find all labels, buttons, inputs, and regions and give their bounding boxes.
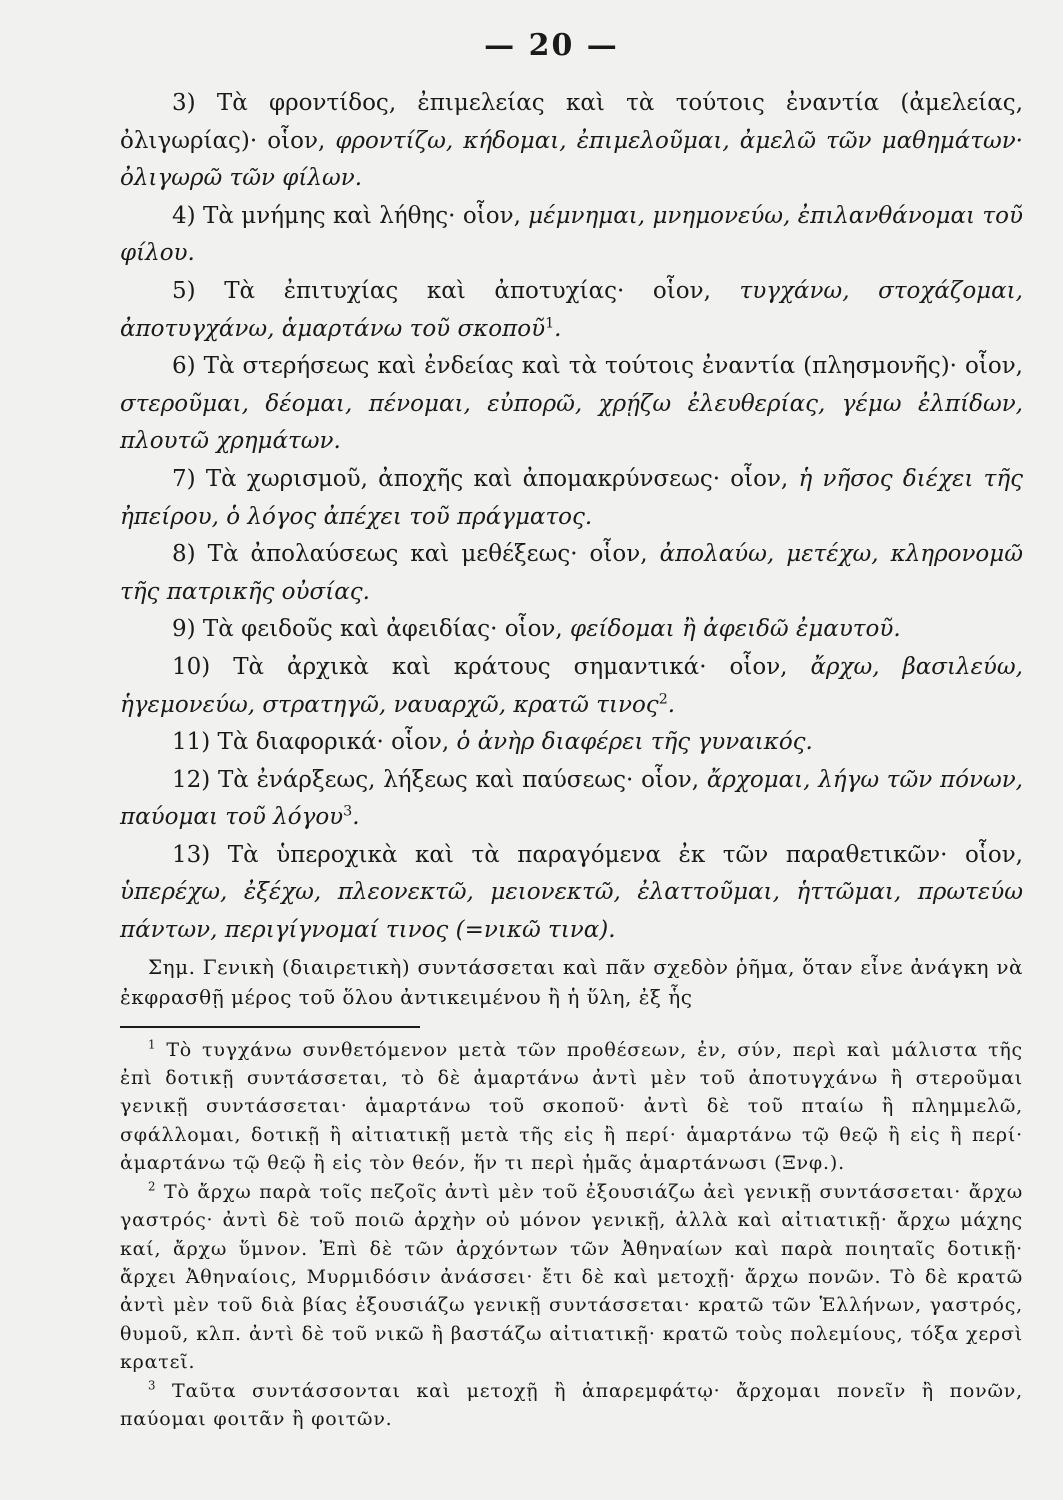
paragraph-examples: μέμνημαι, μνημονεύω, ἐπιλανθάνομαι τοῦ φίλου.: [120, 202, 1023, 267]
paragraph-examples: ἄρχω, βασιλεύω, ἡγεμονεύω, στρατηγῶ, ναυαρχῶ, κρατῶ τινος: [120, 653, 1023, 718]
paragraph-4: [120, 198, 1023, 273]
footnote-text: Ταῦτα συντάσσονται καὶ μετοχῇ ἢ ἀπαρεμφάτῳ· ἄρχομαι πονεῖν ἢ πονῶν, παύομαι φοιτᾶν ἢ φοιτῶν.: [120, 1379, 1023, 1430]
paragraph-9: [120, 611, 1023, 649]
paragraph-3: [120, 85, 1023, 198]
paragraph-11: [120, 724, 1023, 762]
paragraph-examples: φείδομαι ἢ ἀφειδῶ ἐμαυτοῦ.: [570, 616, 901, 643]
footnote-number: 2: [148, 1179, 157, 1194]
paragraph-lead: 12) Τὰ ἐνάρξεως, λήξεως καὶ παύσεως· οἷον,: [172, 766, 707, 793]
paragraph-lead: 7) Τὰ χωρισμοῦ, ἀποχῆς καὶ ἀπομακρύνσεως· οἷον,: [172, 465, 799, 492]
paragraph-examples: τυγχάνω, στοχάζομαι, ἀποτυγχάνω, ἁμαρτάνω τοῦ σκοποῦ: [120, 277, 1023, 342]
footnote-ref: 3: [343, 803, 353, 820]
note-paragraph: Σημ. Γενικὴ (διαιρετικὴ) συντάσσεται καὶ πᾶν σχεδὸν ῥῆμα, ὅταν εἶνε ἀνάγκη νὰ ἐκφρασθῇ μέρος τοῦ ὅλου ἀντικειμένου ἢ ἡ ὕλη, ἐξ ἧς: [120, 954, 1023, 1009]
paragraph-lead: 11) Τὰ διαφορικά· οἷον,: [172, 729, 457, 756]
footnote-2: [120, 1178, 1023, 1377]
footnote-1: [120, 1036, 1023, 1178]
paragraph-examples: φροντίζω, κήδομαι, ἐπιμελοῦμαι, ἀμελῶ τῶν μαθημάτων· ὀλιγωρῶ τῶν φίλων.: [120, 127, 1023, 192]
paragraph-examples: στεροῦμαι, δέομαι, πένομαι, εὐπορῶ, χρῄζω ἐλευθερίας, γέμω ἐλπίδων, πλουτῶ χρημάτων.: [120, 390, 1023, 455]
paragraph-lead: 5) Τὰ ἐπιτυχίας καὶ ἀποτυχίας· οἷον,: [172, 277, 740, 304]
paragraph-examples: ὁ ἀνὴρ διαφέρει τῆς γυναικός.: [456, 729, 813, 756]
paragraph-6: [120, 348, 1023, 461]
paragraph-lead: 10) Τὰ ἀρχικὰ καὶ κράτους σημαντικά· οἷον,: [172, 653, 811, 680]
paragraph-5: 5) Τὰ ἐπιτυχίας καὶ ἀποτυχίας· οἷον, τυγχάνω, στοχάζομαι, ἀποτυγχάνω, ἁμαρτάνω τοῦ σκοποῦ$^1$.: [120, 277, 1023, 342]
body-text: [120, 85, 1023, 1012]
paragraph-12: 12) Τὰ ἐνάρξεως, λήξεως καὶ παύσεως· οἷον, ἄρχομαι, λήγω τῶν πόνων, παύομαι τοῦ λόγου$^3$.: [120, 766, 1023, 831]
paragraph-10: 10) Τὰ ἀρχικὰ καὶ κράτους σημαντικά· οἷον, ἄρχω, βασιλεύω, ἡγεμονεύω, στρατηγῶ, ναυαρχῶ, κρατῶ τινος$^2$.: [120, 653, 1023, 718]
page-number: — 20 —: [484, 28, 619, 63]
paragraph-8: [120, 536, 1023, 611]
paragraph-7: [120, 461, 1023, 536]
paragraph-lead: 3) Τὰ φροντίδος, ἐπιμελείας καὶ τὰ τούτοις ἐναντία (ἀμελείας, ὀλιγωρίας)· οἷον,: [120, 90, 1023, 154]
paragraph-lead: 9) Τὰ φειδοῦς καὶ ἀφειδίας· οἷον,: [172, 616, 571, 643]
footnote-ref: 2: [658, 690, 668, 707]
footnote-number: 1: [148, 1037, 157, 1052]
footnote-3: [120, 1377, 1023, 1434]
paragraph-13: [120, 837, 1023, 950]
paragraph-examples: ἡ νῆσος διέχει τῆς ἠπείρου, ὁ λόγος ἀπέχει τοῦ πράγματος.: [120, 465, 1023, 530]
paragraph-examples: ἀπολαύω, μετέχω, κληρονομῶ τῆς πατρικῆς οὐσίας.: [120, 541, 1023, 605]
footnote-text: Τὸ ἄρχω παρὰ τοῖς πεζοῖς ἀντὶ μὲν τοῦ ἐξουσιάζω ἀεὶ γενικῇ συντάσσεται· ἄρχω γαστρός· ἀντὶ δὲ τοῦ ποιῶ ἀρχὴν οὐ μόνον γενικῇ, ἀλλὰ καὶ αἰτιατικῇ· ἄρχω μάχης καί, ἄρχω ὕμνον. Ἐπὶ δὲ τῶν ἀρχόντων τῶν Ἀθηναίων καὶ παρὰ ποιηταῖς δοτικῇ· ἄρχει Ἀθηναίοις, Μυρμιδόσιν ἀνάσσει· ἔτι δὲ καὶ μετοχῇ· ἄρχω πονῶν. Τὸ δὲ κρατῶ ἀντὶ μὲν τοῦ διὰ βίας ἐξουσιάζω γενικῇ συντάσσεται· κρατῶ τῶν Ἑλλήνων, γαστρός, θυμοῦ, κλπ. ἀντὶ δὲ τοῦ νικῶ ἢ βαστάζω αἰτιατικῇ· κρατῶ τοὺς πολεμίους, τόξα χερσὶ κρατεῖ.: [120, 1180, 1023, 1374]
footnote-number: 3: [148, 1378, 157, 1393]
paragraph-lead: 6) Τὰ στερήσεως καὶ ἐνδείας καὶ τὰ τούτοις ἐναντία (πλησμονῆς)· οἷον,: [172, 353, 1023, 380]
paragraph-lead: 13) Τὰ ὑπεροχικὰ καὶ τὰ παραγόμενα ἐκ τῶν παραθετικῶν· οἷον,: [172, 841, 1023, 868]
paragraph-lead: 8) Τὰ ἀπολαύσεως καὶ μεθέξεως· οἷον,: [172, 541, 660, 568]
footnote-text: Τὸ τυγχάνω συνθετόμενον μετὰ τῶν προθέσεων, ἐν, σύν, περὶ καὶ μάλιστα τῆς ἐπὶ δοτικῇ συντάσσεται, τὸ δὲ ἁμαρτάνω ἀντὶ μὲν τοῦ ἀποτυγχάνω ἢ στεροῦμαι γενικῇ συντάσσεται· ἁμαρτάνω τοῦ σκοποῦ· ἀντὶ δὲ τοῦ πταίω ἢ πλημμελῶ, σφάλλομαι, δοτικῇ ἢ αἰτιατικῇ μετὰ τῆς εἰς ἢ περί· ἁμαρτάνω τῷ θεῷ ἢ εἰς ἢ περί· ἁμαρτάνω τῷ θεῷ ἢ εἰς τὸν θεόν, ἥν τι περὶ ἡμᾶς ἁμαρτάνωσι (Ξνφ.).: [120, 1038, 1023, 1175]
footnote-divider: [120, 1026, 420, 1028]
paragraph-lead: 4) Τὰ μνήμης καὶ λήθης· οἷον,: [172, 202, 529, 229]
footnotes: [120, 1036, 1023, 1434]
paragraph-examples: ἄρχομαι, λήγω τῶν πόνων, παύομαι τοῦ λόγου: [120, 766, 1023, 831]
footnote-ref: 1: [545, 314, 555, 331]
paragraph-examples: ὑπερέχω, ἐξέχω, πλεονεκτῶ, μειονεκτῶ, ἐλαττοῦμαι, ἡττῶμαι, πρωτεύω πάντων, περιγίγνομαί τινος (=νικῶ τινα).: [120, 879, 1023, 944]
